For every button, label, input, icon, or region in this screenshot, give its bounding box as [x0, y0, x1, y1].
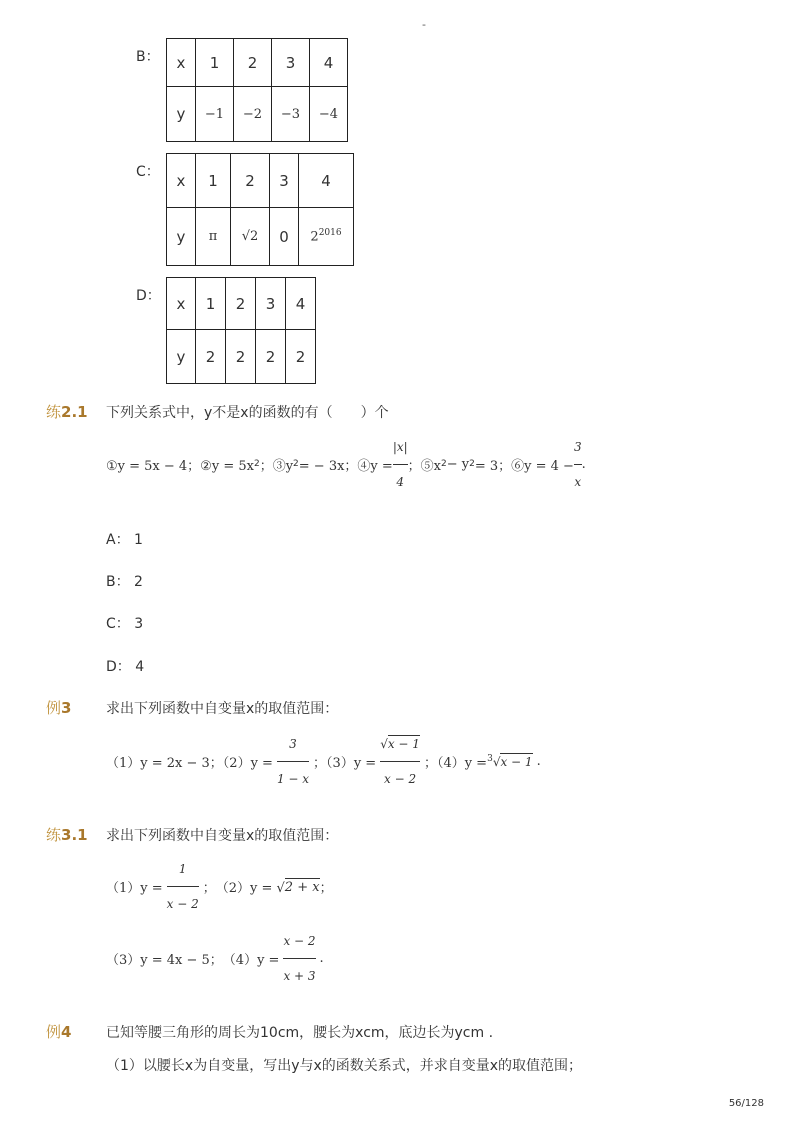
table-cell: 2 [226, 278, 256, 330]
fraction-numerator: 3 [573, 439, 582, 454]
formula-part: （1）y = 2x − 3；（2）y = [106, 755, 273, 771]
formula-part: . [536, 753, 541, 769]
table-cell: 2 [256, 330, 286, 384]
table-cell: x [167, 39, 196, 87]
table-cell: 3 [256, 278, 286, 330]
exercise-2-1-formulas [106, 436, 586, 492]
table-cell: y [167, 330, 196, 384]
table-cell: x [167, 278, 196, 330]
table-cell: −3 [272, 87, 310, 142]
formula-part: ；③y [259, 458, 294, 474]
example-4-tag [46, 1021, 71, 1042]
formula-sup: 2 [293, 459, 299, 469]
function-table-b [166, 38, 348, 142]
formula-part: （1）y = [106, 880, 163, 896]
formula-part: = 3；⑥y = 4 − [474, 458, 574, 474]
table-cell: 1 [196, 278, 226, 330]
table-cell [299, 208, 354, 266]
table-cell: 2 [234, 39, 272, 87]
table-cell: −1 [196, 87, 234, 142]
power-exponent: 2016 [318, 228, 342, 239]
tag-prefix: 例 [46, 699, 62, 717]
exercise-3-1-line-1 [106, 858, 333, 914]
power-base: 2 [310, 229, 319, 245]
formula-part: ；（4）y = [423, 755, 488, 771]
choice-d: D： 4 [106, 659, 145, 675]
formula-part: = − 3x；④y = [298, 458, 393, 474]
fraction-3-over-1-minus-x [277, 737, 309, 786]
fraction-numerator: 3 [289, 736, 297, 751]
fraction-numerator: 1 [178, 861, 187, 876]
formula-sup: 2 [253, 459, 260, 469]
top-mark: - [422, 18, 426, 31]
option-b-label: B： [136, 49, 160, 65]
tag-prefix: 练 [46, 403, 62, 421]
formula-part: ①y = 5x − 4；②y = 5x [106, 458, 254, 474]
fraction-x-minus-2-over-x-plus-3 [283, 934, 315, 983]
exercise-3-1-question: 求出下列函数中自变量x的取值范围： [106, 828, 339, 844]
tag-number: 3 [61, 699, 72, 717]
table-cell: 2 [286, 330, 316, 384]
tag-number: 4 [61, 1023, 72, 1041]
table-cell: 0 [270, 208, 299, 266]
formula-part: （3）y = 4x − 5； （4）y = [106, 952, 280, 968]
formula-sup: 2 [441, 459, 447, 469]
option-d-label: D： [136, 288, 161, 304]
fraction-bar [167, 886, 199, 887]
fraction-bar [283, 958, 315, 959]
fraction-numerator [380, 737, 420, 751]
page-number: 56/128 [728, 1098, 764, 1109]
table-cell: 2 [196, 330, 226, 384]
exercise-2-1-tag [46, 401, 88, 422]
table-cell: 4 [310, 39, 348, 87]
choice-b: B： 2 [106, 574, 143, 590]
formula-part: ； [319, 880, 333, 896]
fraction-bar [574, 464, 582, 465]
formula-part: . [581, 456, 586, 472]
radicand: 2 + x [284, 879, 320, 895]
table-cell: 2 [231, 154, 270, 208]
tag-prefix: 练 [46, 826, 62, 844]
table-cell: 3 [270, 154, 299, 208]
formula-sup: 2 [469, 459, 475, 469]
exercise-3-1-tag [46, 824, 88, 845]
fraction-1-over-x-minus-2 [167, 862, 199, 911]
table-cell: y [167, 87, 196, 142]
table-cell: 1 [196, 39, 234, 87]
table-cell: 4 [286, 278, 316, 330]
fraction-bar [380, 761, 420, 762]
function-table-d [166, 277, 316, 384]
fraction-denominator: x + 3 [283, 968, 316, 983]
tag-number: 2.1 [61, 403, 88, 421]
formula-part: . [319, 950, 324, 966]
option-c-label: C： [136, 164, 160, 180]
example-3-tag [46, 697, 71, 718]
fraction-bar [277, 761, 309, 762]
table-cell: π [196, 208, 231, 266]
fraction-denominator: x [574, 474, 582, 489]
table-cell: −2 [234, 87, 272, 142]
radicand: x − 1 [500, 754, 533, 769]
table-cell: 1 [196, 154, 231, 208]
formula-part: ；⑤x [407, 458, 442, 474]
table-cell: 2 [226, 330, 256, 384]
fraction-3-over-x [574, 440, 582, 489]
function-table-c [166, 153, 354, 266]
example-4-subquestion-1: （1）以腰长x为自变量，写出y与x的函数关系式，并求自变量x的取值范围； [106, 1058, 583, 1074]
example-3-formulas [106, 733, 541, 789]
exercise-2-1-question: 下列关系式中，y不是x的函数的有（ ）个 [106, 405, 389, 421]
table-cell: y [167, 208, 196, 266]
formula-part: ；（3）y = [313, 755, 377, 771]
table-cell: x [167, 154, 196, 208]
tag-prefix: 例 [46, 1023, 62, 1041]
fraction-bar [393, 464, 408, 465]
fraction-denominator: 4 [396, 474, 405, 489]
choice-c: C： 3 [106, 616, 144, 632]
sqrt-sign: √ [380, 736, 388, 751]
choice-a: A： 1 [106, 532, 143, 548]
fraction-denominator: x − 2 [166, 896, 199, 911]
radicand: x − 1 [387, 736, 420, 751]
fraction-denominator: x − 2 [384, 771, 417, 786]
fraction-denominator: 1 − x [276, 771, 310, 786]
table-cell: 3 [272, 39, 310, 87]
table-cell: √2 [231, 208, 270, 266]
example-3-question: 求出下列函数中自变量x的取值范围： [106, 701, 339, 717]
formula-part: ； （2）y = √ [202, 880, 285, 896]
fraction-numerator: |x| [392, 439, 408, 454]
tag-number: 3.1 [61, 826, 88, 844]
exercise-3-1-line-2 [106, 930, 324, 986]
table-cell: −4 [310, 87, 348, 142]
cube-root: $^3$√x − 1 [487, 753, 533, 769]
example-4-question: 已知等腰三角形的周长为10cm，腰长为xcm，底边长为ycm . [106, 1025, 494, 1041]
fraction-sqrt-over-x-minus-2 [380, 737, 420, 786]
formula-part: − y [446, 456, 470, 472]
root-index: 3 [487, 753, 493, 764]
fraction-numerator: x − 2 [283, 933, 316, 948]
fraction-abs-x-over-4 [393, 440, 408, 489]
table-cell: 4 [299, 154, 354, 208]
